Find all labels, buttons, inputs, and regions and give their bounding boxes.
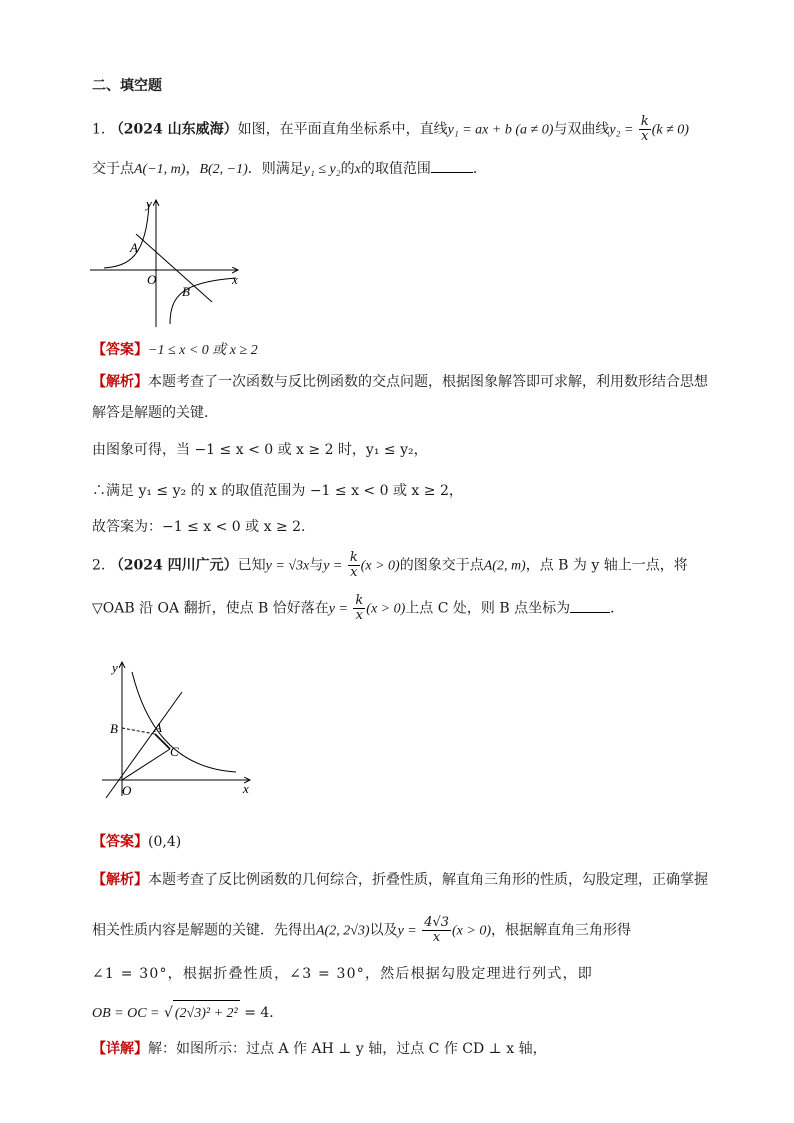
q1-label-a: A: [130, 240, 138, 255]
q1-line: [136, 234, 212, 302]
q2-segment-oc: [122, 749, 170, 780]
q2-stem-line-1: 2. （2024 四川广元）已知y = √3x与y = $\frac{k}{x}$ (x > 0)的图象交于点A(2, m)，点 B 为 y 轴上一点，将: [92, 550, 688, 580]
q2-label-b: B: [110, 721, 118, 736]
q1-label-x: x: [232, 272, 238, 287]
q2-label-c: C: [170, 744, 179, 759]
q2-figure: [100, 650, 280, 800]
q2-dashed-ab: [122, 728, 155, 734]
q2-analysis-tag: 【解析】: [92, 872, 148, 888]
q2-point-a: A(2, m): [483, 558, 526, 574]
q2-answer-line: [92, 832, 181, 852]
q2-analysis-line-3: ∠1 = 30°，根据折叠性质，∠3 = 30°，然后根据勾股定理进行列式，即: [92, 966, 593, 982]
q1-step-3: 故答案为：−1 ≤ x < 0 或 x ≥ 2．: [92, 519, 316, 535]
q1-answer-line: [92, 340, 258, 361]
q2-label-y: y: [112, 660, 118, 675]
q2-number: 2.: [92, 557, 106, 574]
q2-detail-line: 【详解】解：如图所示：过点 A 作 AH ⊥ y 轴，过点 C 作 CD ⊥ x 轴，: [92, 1041, 547, 1057]
q2-analysis-line-4: OB = OC = √ (2√3)² + 2² = 4．: [92, 1000, 283, 1024]
q1-label-y: y: [146, 196, 152, 211]
q2-detail-tag: 【详解】: [92, 1041, 148, 1057]
q2-source: （2024 四川广元）: [109, 557, 238, 574]
q2-hyperbola: [132, 672, 236, 772]
q1-label-b: B: [182, 284, 190, 299]
q2-func-fraction-2: $\frac{k}{x}$: [355, 593, 364, 623]
q1-source: （2024 山东威海）: [109, 121, 238, 138]
section-title: 二、填空题: [92, 78, 162, 94]
q1-point-b: B(2, −1): [199, 162, 248, 177]
q1-answer: −1 ≤ x < 0 或 x ≥ 2: [148, 343, 258, 358]
q1-label-o: O: [147, 272, 157, 287]
q1-stem-line-2: 交于点A(−1, m)，B(2, −1)．则满足y₁ ≤ y₂的x的取值范围 ．: [92, 158, 487, 180]
q2-func-fraction: $\frac{k}{x}$: [349, 550, 358, 580]
q2-answer-tag: 【答案】: [92, 834, 148, 850]
q2-segment-ac: [155, 734, 170, 749]
q2-answer: (0,4): [148, 834, 182, 850]
q1-answer-tag: 【答案】: [92, 342, 148, 358]
q2-analysis-fraction: $\frac{4√3}{x}$: [424, 915, 450, 945]
q1-analysis-line-2: 解答是解题的关键．: [92, 405, 218, 421]
q2-label-o: O: [122, 783, 132, 798]
q1-number: 1.: [92, 121, 106, 138]
q1-stem-line-1: 1. （2024 山东威海）如图，在平面直角坐标系中，直线y₁ = ax + b (a ≠ 0)与双曲线y₂ = $\frac{k}{x}$ (k ≠ 0): [92, 114, 689, 144]
q2-stem-line-2: ▽OAB 沿 OA 翻折，使点 B 恰好落在y = $\frac{k}{x}$ (x > 0)上点 C 处，则 B 点坐标为 ．: [92, 593, 625, 623]
q1-line-expr: y₁ = ax + b (a ≠ 0): [447, 122, 554, 138]
q1-analysis-line-1: 【解析】本题考查了一次函数与反比例函数的交点问题，根据图象解答即可求解，利用数形结合思想: [92, 374, 708, 390]
q1-step-2: ∴满足 y₁ ≤ y₂ 的 x 的取值范围为 −1 ≤ x < 0 或 x ≥ 2，: [92, 483, 463, 499]
q2-label-x: x: [243, 781, 249, 796]
q1-step-1: 由图象可得，当 −1 ≤ x < 0 或 x ≥ 2 时，y₁ ≤ y₂，: [92, 442, 428, 458]
q1-hyperbola-branch-right: [170, 278, 236, 324]
q2-line-expr: y = √3x: [265, 558, 310, 574]
q1-figure: [88, 192, 258, 332]
q2-analysis-line-1: 【解析】本题考查了反比例函数的几何综合，折叠性质，解直角三角形的性质，勾股定理，正确掌握: [92, 872, 708, 888]
q2-analysis-line-2: 相关性质内容是解题的关键．先得出A(2, 2√3)以及y = $\frac{4√3}{x}$ (x > 0)，根据解直角三角形得: [92, 915, 632, 945]
q1-hyperbola-branch-left: [104, 204, 149, 268]
q1-answer-blank: [431, 158, 473, 173]
q2-radicand: (2√3)² + 2²: [173, 1000, 240, 1024]
q2-label-a: A: [154, 720, 162, 735]
q1-point-a: A(−1, m): [134, 162, 186, 177]
q1-hyperbola-fraction: $\frac{k}{x}$: [640, 114, 649, 144]
q2-answer-blank: [570, 598, 610, 613]
q2-point-a-full: A(2, 2√3): [316, 923, 370, 939]
q1-analysis-tag: 【解析】: [92, 374, 148, 390]
